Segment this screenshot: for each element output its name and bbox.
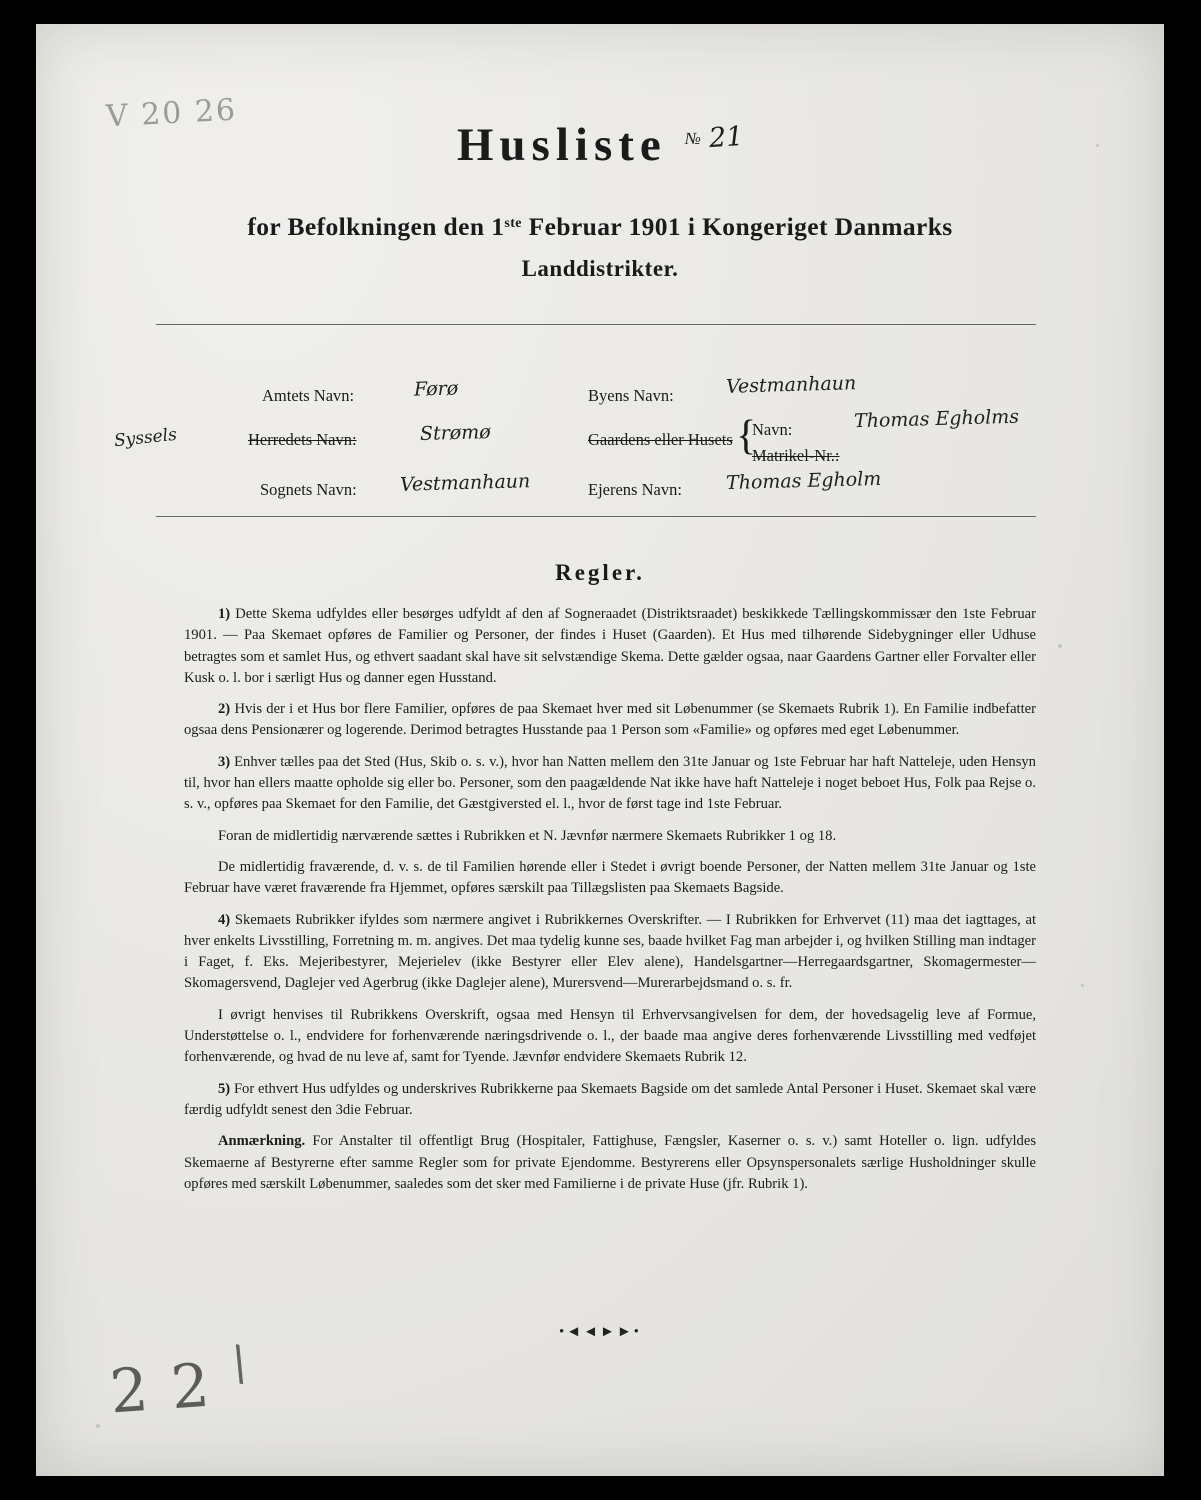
title-number-handwritten: 21 <box>707 120 745 155</box>
rule-paragraph <box>184 826 1036 847</box>
paper-speck <box>1081 984 1084 987</box>
rule-text: For Anstalter til offentligt Brug (Hospitaler, Fattighuse, Fængsler, Kaserner o. s. v.) samt Hoteller o. lign. udfyldes Skemaerne af Bestyrerne efter samme Regler som for private Ejendomme. Bestyrerens eller Opsynspersonalets særlige Husholdninger skulle opføres med særskilt Løbenummer, saaledes som det sker med Familierne i de private Huse (jfr. Rubrik 1). <box>184 1133 1036 1192</box>
rule-paragraph <box>184 699 1036 742</box>
rule-number: 2) <box>218 701 231 718</box>
title-block <box>36 118 1164 172</box>
rule-text: De midlertidig fraværende, d. v. s. de til Familien hørende eller i Stedet i øvrigt boende Personer, der Natten mellem 31te Januar og 1ste Februar have været fraværende fra Hjemmet, opføres særskilt paa Tillægslisten paa Skemaets Bagside. <box>184 858 1036 897</box>
subtitle-line-1 <box>36 212 1164 242</box>
paper-surface <box>36 24 1164 1476</box>
rule-number: 1) <box>218 606 231 622</box>
title-number-label: № <box>684 129 701 148</box>
rule-text: Dette Skema udfyldes eller besørges udfyldt af den af Sogneraadet (Distriktsraadet) beskikkede Tællingskommissær den 1ste Februar 1901. — Paa Skemaet opføres de Familier og Personer, der findes i Huset (Gaarden). Et Hus med tilhørende Sidebygninger eller Udhuse betragtes som et samlet Hus, og ethvert saadant skal have sit selvstændige Skema. Dette gælder ogsaa, naar Gaardens Gartner eller Forvalter eller Kusk o. l. bor i særligt Hus og danner egen Husstand. <box>184 606 1036 686</box>
subtitle-text: for Befolkningen den 1ste Februar 1901 i Kongeriget Danmarks <box>247 212 953 241</box>
regler-heading: Regler. <box>555 560 645 585</box>
label-gaardens-eller-husets: Gaardens eller Husets <box>588 430 733 449</box>
document-page <box>36 24 1164 1476</box>
label-herredets-navn: Herredets Navn: <box>248 430 357 449</box>
rule-paragraph <box>184 604 1036 689</box>
paper-speck <box>1058 644 1062 648</box>
value-ejerens-navn: Thomas Egholm <box>725 467 882 495</box>
label-ejerens-navn: Ejerens Navn: <box>588 480 682 499</box>
subtitle-line-2: Landdistrikter. <box>521 256 679 281</box>
label-byens-navn: Byens Navn: <box>588 386 674 405</box>
paper-speck <box>96 1424 100 1428</box>
label-amtets-navn: Amtets Navn: <box>262 386 355 405</box>
rule-paragraph <box>184 1005 1036 1069</box>
label-sognets-navn: Sognets Navn: <box>260 480 357 499</box>
label-matrikel-nr: Matrikel-Nr.: <box>752 446 840 465</box>
rule-text: Enhver tælles paa det Sted (Hus, Skib o. s. v.), hvor han Natten mellem den 31te Januar og 1ste Februar har haft Natteleje, uden Hensyn til, hvor han ellers maatte opholde sig eller bo. Personer, som den paagældende Nat ikke have haft Natteleje i noget beboet Hus, Folk paa Rejse o. s. v., opføres paa Skemaet for den Familie, det Gæstgiversted el. l., hvor de først tage ind 1ste Februar. <box>184 753 1036 813</box>
ornament-divider: •◄◄►►• <box>559 1324 641 1340</box>
margin-note-bottom-left: 2 2 <box>107 1350 214 1428</box>
regler-body <box>184 604 1036 1205</box>
rule-text: Hvis der i et Hus bor flere Familier, opføres de paa Skemaet hver med sit Løbenummer (se Skemaets Rubrik 1). En Familie indbefatter ogsaa dens Pensionærer og logerende. Derimod betragtes Husstande paa 1 Person som «Familie» og opføres med eget Løbenummer. <box>184 701 1036 739</box>
rule-number: 5) <box>218 1080 231 1097</box>
value-byens-navn: Vestmanhaun <box>725 372 857 398</box>
value-herredets-navn: Strømø <box>419 421 491 445</box>
rule-text: For ethvert Hus udfyldes og underskrives Rubrikkerne paa Skemaets Bagside om det samlede Antal Personer i Huset. Skemaet skal være færdig udfyldt senest den 3die Februar. <box>184 1080 1036 1118</box>
header-fields <box>36 342 1164 512</box>
label-navn: Navn: <box>752 420 793 439</box>
page-title: Husliste <box>456 119 667 171</box>
rule-number: Anmærkning. <box>218 1133 306 1150</box>
margin-note-bottom-tick: \ <box>226 1334 255 1392</box>
divider-bottom <box>156 516 1036 517</box>
rule-text: Skemaets Rubrikker ifyldes som nærmere angivet i Rubrikkernes Overskrifter. — I Rubrikken for Erhvervet (11) maa det iagttages, at hver enkelts Livsstilling, Forretning m. m. angives. Det maa tydelig kunne ses, baade hvilket Fag man arbejder i, og hvilken Stilling man indtager i Faget, f. Eks. Mejeribestyrer, Mejerielev (ikke Bestyrer eller Elev alene), Handelsgartner—Herregaardsgartner, Skomagermester—Skomagersvend, Daglejer ved Agerbrug (ikke Daglejer alene), Murersvend—Murerarbejdsmand o. s. fr. <box>184 911 1036 992</box>
divider-top <box>156 324 1036 325</box>
note-syssels: Syssels <box>113 424 178 452</box>
rule-number: 3) <box>218 753 231 770</box>
brace-symbol: { <box>736 413 757 459</box>
margin-note-top-left: V 20 26 <box>105 92 238 135</box>
rule-paragraph <box>184 1079 1036 1122</box>
rule-paragraph <box>184 857 1036 900</box>
rule-text: Foran de midlertidig nærværende sættes i Rubrikken et N. Jævnfør nærmere Skemaets Rubrikker 1 og 18. <box>218 827 837 844</box>
value-sognets-navn: Vestmanhaun <box>399 470 531 496</box>
rule-paragraph <box>184 752 1036 816</box>
rule-number: 4) <box>218 911 231 928</box>
rule-paragraph <box>184 1131 1036 1195</box>
rule-text: I øvrigt henvises til Rubrikkens Overskrift, ogsaa med Hensyn til Erhvervsangivelsen for dem, der hovedsagelig leve af Formue, Understøttelse o. l., endvidere for forhenværende næringsdrivende o. l., der baade maa angive deres forhenværende Livsstilling med vedføjet forhenværende, og hvad de nu leve af, samt for Tyende. Jævnfør endvidere Skemaets Rubrik 12. <box>184 1006 1036 1066</box>
value-amtets-navn: Førø <box>413 377 459 401</box>
value-navn: Thomas Egholms <box>853 405 1020 433</box>
rule-paragraph <box>184 910 1036 995</box>
